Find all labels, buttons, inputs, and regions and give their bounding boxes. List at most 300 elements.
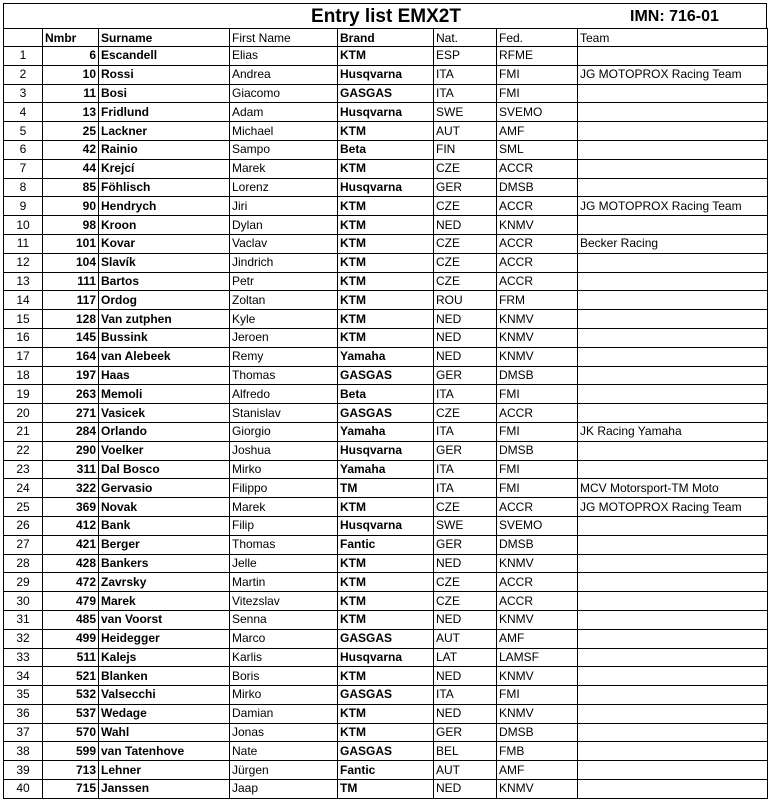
cell-number: 98 bbox=[43, 216, 99, 235]
cell-index: 1 bbox=[4, 47, 43, 66]
cell-team bbox=[578, 554, 768, 573]
cell-first-name: Marek bbox=[230, 498, 338, 517]
cell-first-name: Jiri bbox=[230, 197, 338, 216]
cell-federation: FMI bbox=[497, 422, 578, 441]
cell-federation: KNMV bbox=[497, 667, 578, 686]
table-row bbox=[4, 366, 768, 385]
cell-federation: FRM bbox=[497, 291, 578, 310]
cell-brand: KTM bbox=[338, 573, 434, 592]
cell-brand: KTM bbox=[338, 216, 434, 235]
cell-nationality: GER bbox=[434, 723, 497, 742]
cell-index: 24 bbox=[4, 479, 43, 498]
cell-first-name: Dylan bbox=[230, 216, 338, 235]
cell-surname: Memoli bbox=[99, 385, 230, 404]
table-row bbox=[4, 648, 768, 667]
cell-number: 715 bbox=[43, 780, 99, 799]
cell-number: 412 bbox=[43, 516, 99, 535]
cell-number: 428 bbox=[43, 554, 99, 573]
cell-first-name: Kyle bbox=[230, 310, 338, 329]
col-header-team: Team bbox=[578, 29, 768, 47]
col-header-number: Nmbr bbox=[43, 29, 99, 47]
cell-index: 37 bbox=[4, 723, 43, 742]
cell-federation: FMI bbox=[497, 686, 578, 705]
cell-team bbox=[578, 103, 768, 122]
cell-nationality: AUT bbox=[434, 761, 497, 780]
cell-team bbox=[578, 573, 768, 592]
cell-brand: KTM bbox=[338, 253, 434, 272]
cell-brand: Husqvarna bbox=[338, 103, 434, 122]
cell-number: 322 bbox=[43, 479, 99, 498]
cell-index: 39 bbox=[4, 761, 43, 780]
cell-surname: Lehner bbox=[99, 761, 230, 780]
cell-surname: Berger bbox=[99, 535, 230, 554]
cell-federation: FMB bbox=[497, 742, 578, 761]
cell-index: 6 bbox=[4, 140, 43, 159]
cell-nationality: CZE bbox=[434, 253, 497, 272]
page-title: Entry list EMX2T bbox=[311, 6, 461, 27]
cell-team bbox=[578, 629, 768, 648]
cell-federation: ACCR bbox=[497, 234, 578, 253]
cell-index: 26 bbox=[4, 516, 43, 535]
cell-first-name: Zoltan bbox=[230, 291, 338, 310]
table-row bbox=[4, 554, 768, 573]
cell-surname: Bussink bbox=[99, 328, 230, 347]
cell-index: 31 bbox=[4, 610, 43, 629]
cell-surname: Heidegger bbox=[99, 629, 230, 648]
cell-surname: Dal Bosco bbox=[99, 460, 230, 479]
cell-federation: KNMV bbox=[497, 704, 578, 723]
cell-index: 13 bbox=[4, 272, 43, 291]
cell-nationality: NED bbox=[434, 610, 497, 629]
cell-surname: Bartos bbox=[99, 272, 230, 291]
cell-federation: FMI bbox=[497, 84, 578, 103]
cell-nationality: ESP bbox=[434, 47, 497, 66]
cell-brand: Husqvarna bbox=[338, 648, 434, 667]
col-header-index bbox=[4, 29, 43, 47]
cell-brand: Yamaha bbox=[338, 347, 434, 366]
table-row bbox=[4, 780, 768, 799]
cell-surname: Bankers bbox=[99, 554, 230, 573]
cell-brand: Husqvarna bbox=[338, 65, 434, 84]
table-row bbox=[4, 253, 768, 272]
cell-team bbox=[578, 704, 768, 723]
cell-index: 2 bbox=[4, 65, 43, 84]
cell-federation: ACCR bbox=[497, 592, 578, 611]
cell-team: Becker Racing bbox=[578, 234, 768, 253]
cell-number: 90 bbox=[43, 197, 99, 216]
cell-nationality: ROU bbox=[434, 291, 497, 310]
table-row bbox=[4, 479, 768, 498]
cell-nationality: ITA bbox=[434, 65, 497, 84]
cell-surname: Blanken bbox=[99, 667, 230, 686]
table-row bbox=[4, 140, 768, 159]
cell-surname: van Tatenhove bbox=[99, 742, 230, 761]
cell-number: 290 bbox=[43, 441, 99, 460]
cell-number: 421 bbox=[43, 535, 99, 554]
col-header-brand: Brand bbox=[338, 29, 434, 47]
cell-number: 42 bbox=[43, 140, 99, 159]
cell-surname: Novak bbox=[99, 498, 230, 517]
cell-federation: FMI bbox=[497, 479, 578, 498]
cell-surname: Marek bbox=[99, 592, 230, 611]
cell-brand: Yamaha bbox=[338, 460, 434, 479]
cell-federation: FMI bbox=[497, 385, 578, 404]
cell-first-name: Andrea bbox=[230, 65, 338, 84]
cell-nationality: SWE bbox=[434, 516, 497, 535]
cell-federation: ACCR bbox=[497, 197, 578, 216]
table-row bbox=[4, 47, 768, 66]
cell-surname: Zavrsky bbox=[99, 573, 230, 592]
cell-nationality: BEL bbox=[434, 742, 497, 761]
cell-team bbox=[578, 178, 768, 197]
cell-brand: KTM bbox=[338, 47, 434, 66]
cell-surname: Wahl bbox=[99, 723, 230, 742]
cell-number: 532 bbox=[43, 686, 99, 705]
table-row bbox=[4, 234, 768, 253]
cell-first-name: Elias bbox=[230, 47, 338, 66]
cell-surname: Krejcí bbox=[99, 159, 230, 178]
cell-nationality: GER bbox=[434, 535, 497, 554]
cell-nationality: CZE bbox=[434, 197, 497, 216]
cell-nationality: NED bbox=[434, 704, 497, 723]
cell-index: 40 bbox=[4, 780, 43, 799]
cell-federation: AMF bbox=[497, 629, 578, 648]
cell-brand: KTM bbox=[338, 723, 434, 742]
cell-index: 12 bbox=[4, 253, 43, 272]
cell-first-name: Filippo bbox=[230, 479, 338, 498]
cell-federation: KNMV bbox=[497, 780, 578, 799]
cell-brand: GASGAS bbox=[338, 742, 434, 761]
cell-index: 36 bbox=[4, 704, 43, 723]
cell-surname: Rainio bbox=[99, 140, 230, 159]
cell-nationality: AUT bbox=[434, 629, 497, 648]
cell-brand: KTM bbox=[338, 159, 434, 178]
cell-first-name: Jaap bbox=[230, 780, 338, 799]
cell-federation: SML bbox=[497, 140, 578, 159]
cell-brand: KTM bbox=[338, 610, 434, 629]
cell-federation: DMSB bbox=[497, 723, 578, 742]
cell-brand: Yamaha bbox=[338, 422, 434, 441]
cell-brand: KTM bbox=[338, 291, 434, 310]
table-row bbox=[4, 272, 768, 291]
cell-nationality: CZE bbox=[434, 159, 497, 178]
cell-first-name: Senna bbox=[230, 610, 338, 629]
cell-number: 311 bbox=[43, 460, 99, 479]
cell-first-name: Vaclav bbox=[230, 234, 338, 253]
cell-index: 3 bbox=[4, 84, 43, 103]
cell-first-name: Mirko bbox=[230, 460, 338, 479]
cell-first-name: Marek bbox=[230, 159, 338, 178]
cell-team bbox=[578, 84, 768, 103]
cell-index: 28 bbox=[4, 554, 43, 573]
cell-index: 32 bbox=[4, 629, 43, 648]
cell-number: 25 bbox=[43, 122, 99, 141]
title-bar bbox=[3, 3, 767, 29]
cell-number: 713 bbox=[43, 761, 99, 780]
cell-surname: van Voorst bbox=[99, 610, 230, 629]
table-row bbox=[4, 761, 768, 780]
table-row bbox=[4, 178, 768, 197]
cell-nationality: CZE bbox=[434, 573, 497, 592]
cell-index: 30 bbox=[4, 592, 43, 611]
cell-number: 85 bbox=[43, 178, 99, 197]
cell-number: 472 bbox=[43, 573, 99, 592]
cell-nationality: FIN bbox=[434, 140, 497, 159]
table-row bbox=[4, 159, 768, 178]
cell-number: 197 bbox=[43, 366, 99, 385]
cell-number: 145 bbox=[43, 328, 99, 347]
cell-index: 14 bbox=[4, 291, 43, 310]
col-header-nationality: Nat. bbox=[434, 29, 497, 47]
table-row bbox=[4, 742, 768, 761]
cell-nationality: CZE bbox=[434, 404, 497, 423]
entry-list-table bbox=[3, 28, 768, 799]
table-row bbox=[4, 535, 768, 554]
cell-brand: KTM bbox=[338, 667, 434, 686]
cell-brand: KTM bbox=[338, 234, 434, 253]
cell-index: 35 bbox=[4, 686, 43, 705]
cell-first-name: Petr bbox=[230, 272, 338, 291]
cell-nationality: ITA bbox=[434, 422, 497, 441]
cell-surname: Gervasio bbox=[99, 479, 230, 498]
cell-federation: ACCR bbox=[497, 253, 578, 272]
cell-nationality: CZE bbox=[434, 498, 497, 517]
cell-brand: Husqvarna bbox=[338, 178, 434, 197]
cell-team bbox=[578, 610, 768, 629]
cell-index: 38 bbox=[4, 742, 43, 761]
cell-number: 13 bbox=[43, 103, 99, 122]
cell-number: 537 bbox=[43, 704, 99, 723]
table-row bbox=[4, 723, 768, 742]
cell-team bbox=[578, 272, 768, 291]
cell-nationality: NED bbox=[434, 554, 497, 573]
cell-nationality: NED bbox=[434, 216, 497, 235]
cell-federation: FMI bbox=[497, 460, 578, 479]
cell-number: 570 bbox=[43, 723, 99, 742]
cell-index: 5 bbox=[4, 122, 43, 141]
cell-surname: Kovar bbox=[99, 234, 230, 253]
cell-federation: DMSB bbox=[497, 178, 578, 197]
table-row bbox=[4, 422, 768, 441]
cell-index: 33 bbox=[4, 648, 43, 667]
cell-first-name: Alfredo bbox=[230, 385, 338, 404]
cell-team: JG MOTOPROX Racing Team bbox=[578, 65, 768, 84]
cell-number: 164 bbox=[43, 347, 99, 366]
cell-number: 111 bbox=[43, 272, 99, 291]
table-row bbox=[4, 629, 768, 648]
cell-surname: Van zutphen bbox=[99, 310, 230, 329]
cell-first-name: Giacomo bbox=[230, 84, 338, 103]
cell-first-name: Remy bbox=[230, 347, 338, 366]
cell-index: 18 bbox=[4, 366, 43, 385]
cell-team bbox=[578, 328, 768, 347]
col-header-first-name: First Name bbox=[230, 29, 338, 47]
cell-number: 44 bbox=[43, 159, 99, 178]
cell-team bbox=[578, 516, 768, 535]
cell-nationality: NED bbox=[434, 667, 497, 686]
cell-surname: Kalejs bbox=[99, 648, 230, 667]
cell-surname: Haas bbox=[99, 366, 230, 385]
cell-team bbox=[578, 742, 768, 761]
cell-first-name: Filip bbox=[230, 516, 338, 535]
cell-team bbox=[578, 460, 768, 479]
cell-index: 4 bbox=[4, 103, 43, 122]
cell-nationality: CZE bbox=[434, 234, 497, 253]
cell-index: 19 bbox=[4, 385, 43, 404]
cell-team: JG MOTOPROX Racing Team bbox=[578, 197, 768, 216]
table-row bbox=[4, 592, 768, 611]
cell-first-name: Jonas bbox=[230, 723, 338, 742]
cell-nationality: GER bbox=[434, 178, 497, 197]
cell-federation: ACCR bbox=[497, 159, 578, 178]
cell-federation: KNMV bbox=[497, 328, 578, 347]
cell-team bbox=[578, 761, 768, 780]
cell-federation: KNMV bbox=[497, 347, 578, 366]
cell-nationality: GER bbox=[434, 366, 497, 385]
cell-team bbox=[578, 216, 768, 235]
cell-team bbox=[578, 535, 768, 554]
table-row bbox=[4, 686, 768, 705]
cell-brand: Husqvarna bbox=[338, 441, 434, 460]
table-row bbox=[4, 704, 768, 723]
table-row bbox=[4, 103, 768, 122]
cell-number: 521 bbox=[43, 667, 99, 686]
cell-surname: Slavík bbox=[99, 253, 230, 272]
cell-index: 22 bbox=[4, 441, 43, 460]
cell-brand: Fantic bbox=[338, 535, 434, 554]
cell-first-name: Martin bbox=[230, 573, 338, 592]
cell-nationality: ITA bbox=[434, 479, 497, 498]
cell-index: 21 bbox=[4, 422, 43, 441]
cell-brand: KTM bbox=[338, 272, 434, 291]
cell-brand: Fantic bbox=[338, 761, 434, 780]
cell-team: MCV Motorsport-TM Moto bbox=[578, 479, 768, 498]
cell-team bbox=[578, 122, 768, 141]
cell-team bbox=[578, 347, 768, 366]
cell-federation: SVEMO bbox=[497, 103, 578, 122]
cell-surname: Ordog bbox=[99, 291, 230, 310]
cell-first-name: Jürgen bbox=[230, 761, 338, 780]
cell-number: 599 bbox=[43, 742, 99, 761]
table-row bbox=[4, 498, 768, 517]
cell-brand: GASGAS bbox=[338, 629, 434, 648]
cell-team: JK Racing Yamaha bbox=[578, 422, 768, 441]
table-row bbox=[4, 84, 768, 103]
cell-brand: GASGAS bbox=[338, 366, 434, 385]
cell-team bbox=[578, 291, 768, 310]
cell-number: 284 bbox=[43, 422, 99, 441]
cell-number: 101 bbox=[43, 234, 99, 253]
cell-brand: TM bbox=[338, 479, 434, 498]
cell-index: 15 bbox=[4, 310, 43, 329]
cell-federation: DMSB bbox=[497, 366, 578, 385]
cell-first-name: Lorenz bbox=[230, 178, 338, 197]
table-row bbox=[4, 122, 768, 141]
cell-federation: DMSB bbox=[497, 535, 578, 554]
cell-team bbox=[578, 441, 768, 460]
cell-number: 271 bbox=[43, 404, 99, 423]
cell-number: 11 bbox=[43, 84, 99, 103]
table-row bbox=[4, 216, 768, 235]
cell-surname: Janssen bbox=[99, 780, 230, 799]
cell-first-name: Sampo bbox=[230, 140, 338, 159]
cell-brand: GASGAS bbox=[338, 84, 434, 103]
cell-team bbox=[578, 366, 768, 385]
cell-index: 9 bbox=[4, 197, 43, 216]
col-header-federation: Fed. bbox=[497, 29, 578, 47]
cell-nationality: ITA bbox=[434, 385, 497, 404]
cell-first-name: Joshua bbox=[230, 441, 338, 460]
cell-nationality: AUT bbox=[434, 122, 497, 141]
cell-number: 128 bbox=[43, 310, 99, 329]
cell-nationality: ITA bbox=[434, 460, 497, 479]
cell-first-name: Thomas bbox=[230, 535, 338, 554]
table-row bbox=[4, 197, 768, 216]
cell-team bbox=[578, 780, 768, 799]
cell-team bbox=[578, 667, 768, 686]
cell-federation: FMI bbox=[497, 65, 578, 84]
cell-number: 485 bbox=[43, 610, 99, 629]
cell-surname: Hendrych bbox=[99, 197, 230, 216]
cell-team bbox=[578, 686, 768, 705]
cell-team bbox=[578, 140, 768, 159]
cell-first-name: Giorgio bbox=[230, 422, 338, 441]
cell-first-name: Boris bbox=[230, 667, 338, 686]
table-row bbox=[4, 385, 768, 404]
cell-first-name: Damian bbox=[230, 704, 338, 723]
cell-index: 11 bbox=[4, 234, 43, 253]
cell-surname: Kroon bbox=[99, 216, 230, 235]
cell-first-name: Vitezslav bbox=[230, 592, 338, 611]
table-row bbox=[4, 516, 768, 535]
table-row bbox=[4, 441, 768, 460]
cell-federation: ACCR bbox=[497, 498, 578, 517]
cell-brand: KTM bbox=[338, 328, 434, 347]
cell-brand: KTM bbox=[338, 310, 434, 329]
cell-number: 511 bbox=[43, 648, 99, 667]
cell-index: 20 bbox=[4, 404, 43, 423]
cell-team bbox=[578, 648, 768, 667]
cell-number: 369 bbox=[43, 498, 99, 517]
cell-brand: Husqvarna bbox=[338, 516, 434, 535]
cell-surname: Rossi bbox=[99, 65, 230, 84]
cell-first-name: Adam bbox=[230, 103, 338, 122]
cell-federation: KNMV bbox=[497, 310, 578, 329]
cell-first-name: Mirko bbox=[230, 686, 338, 705]
cell-first-name: Thomas bbox=[230, 366, 338, 385]
cell-first-name: Marco bbox=[230, 629, 338, 648]
cell-nationality: NED bbox=[434, 347, 497, 366]
col-header-surname: Surname bbox=[99, 29, 230, 47]
cell-nationality: LAT bbox=[434, 648, 497, 667]
cell-team bbox=[578, 159, 768, 178]
cell-federation: SVEMO bbox=[497, 516, 578, 535]
cell-nationality: SWE bbox=[434, 103, 497, 122]
cell-nationality: GER bbox=[434, 441, 497, 460]
cell-first-name: Stanislav bbox=[230, 404, 338, 423]
cell-first-name: Michael bbox=[230, 122, 338, 141]
cell-index: 34 bbox=[4, 667, 43, 686]
table-row bbox=[4, 328, 768, 347]
table-row bbox=[4, 310, 768, 329]
cell-federation: DMSB bbox=[497, 441, 578, 460]
cell-first-name: Karlis bbox=[230, 648, 338, 667]
cell-surname: van Alebeek bbox=[99, 347, 230, 366]
cell-first-name: Jeroen bbox=[230, 328, 338, 347]
cell-federation: ACCR bbox=[497, 404, 578, 423]
cell-index: 27 bbox=[4, 535, 43, 554]
cell-index: 7 bbox=[4, 159, 43, 178]
